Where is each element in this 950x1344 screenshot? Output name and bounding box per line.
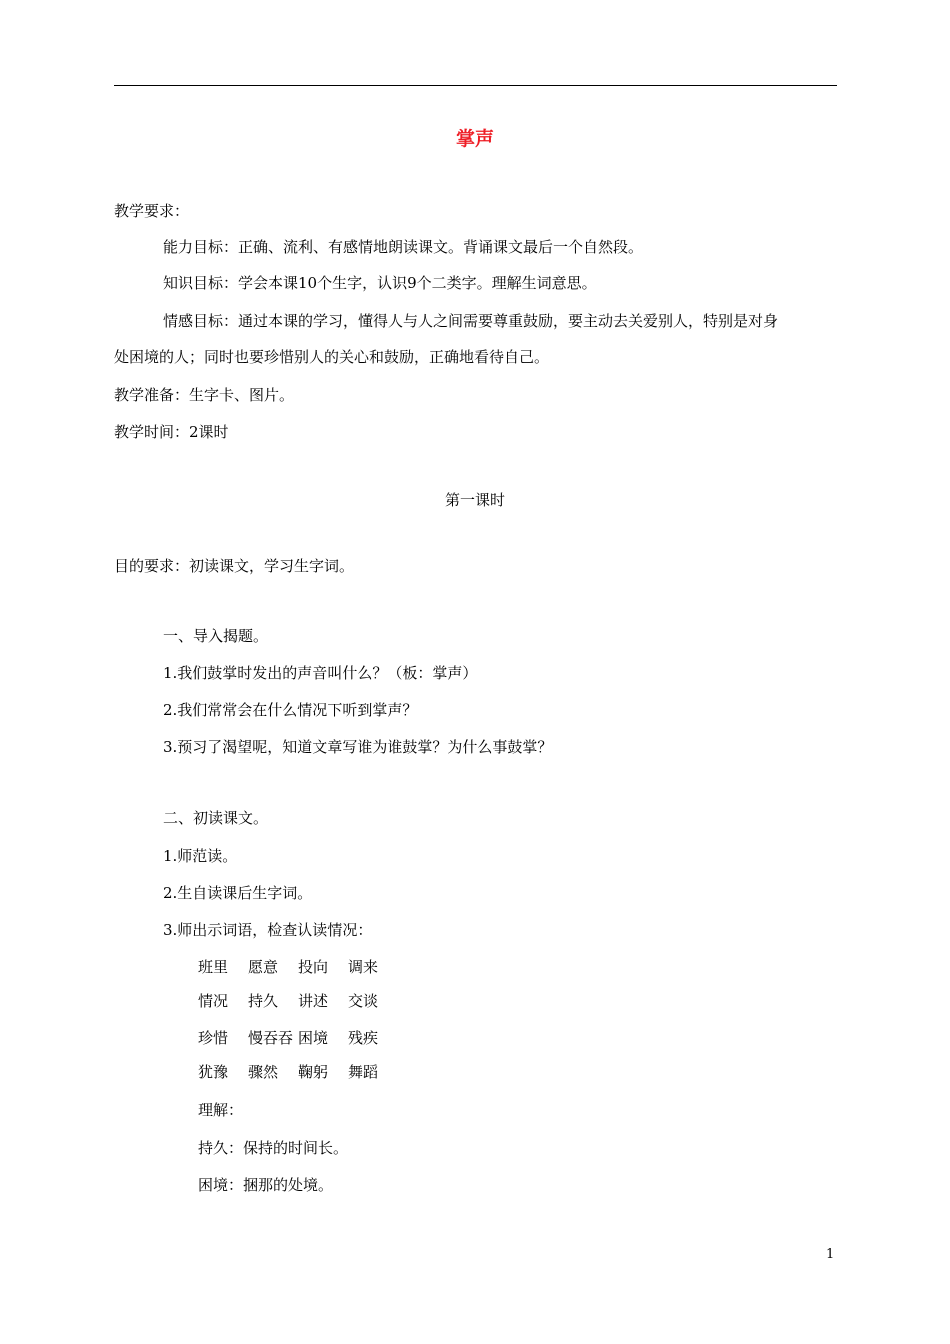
definition-item: 困境：捆那的处境。 — [198, 1176, 334, 1194]
knowledge-goal: 知识目标：学会本课10个生字，认识9个二类字。理解生词意思。 — [163, 274, 597, 292]
header-rule — [114, 85, 837, 86]
vocab-word: 情况 — [198, 992, 229, 1010]
section1-item: 2.我们常常会在什么情况下听到掌声？ — [163, 701, 418, 719]
vocab-word: 讲述 — [298, 992, 329, 1010]
section1-item: 3.预习了渴望呢，知道文章写谁为谁鼓掌？为什么事鼓掌？ — [163, 738, 553, 756]
vocab-word: 犹豫 — [198, 1063, 229, 1081]
vocab-word: 交谈 — [348, 992, 379, 1010]
lesson-objective: 目的要求：初读课文，学习生字词。 — [114, 557, 355, 575]
section2-item: 1.师范读。 — [163, 847, 238, 865]
lesson-title: 第一课时 — [444, 491, 505, 509]
requirements-heading: 教学要求： — [114, 202, 190, 220]
vocab-row — [198, 1062, 398, 1082]
vocab-word: 持久 — [248, 992, 279, 1010]
vocab-row — [198, 1028, 398, 1048]
teaching-duration: 教学时间：2课时 — [114, 423, 229, 441]
vocab-word: 困境 — [298, 1029, 329, 1047]
vocab-word: 骤然 — [248, 1063, 279, 1081]
page-number: 1 — [826, 1247, 835, 1262]
vocab-word: 班里 — [198, 958, 229, 976]
vocab-word: 鞠躬 — [298, 1063, 329, 1081]
emotion-goal-line1: 情感目标：通过本课的学习，懂得人与人之间需要尊重鼓励，要主动去关爱别人，特别是对身 — [163, 312, 779, 330]
vocab-word: 慢吞吞 — [248, 1029, 294, 1047]
vocab-row — [198, 991, 398, 1011]
vocab-word: 珍惜 — [198, 1029, 229, 1047]
definition-item: 持久：保持的时间长。 — [198, 1139, 349, 1157]
ability-goal: 能力目标：正确、流利、有感情地朗读课文。背诵课文最后一个自然段。 — [163, 238, 644, 256]
vocab-word: 调来 — [348, 958, 379, 976]
emotion-goal-line2: 处困境的人；同时也要珍惜别人的关心和鼓励，正确地看待自己。 — [114, 348, 550, 366]
section1-item: 1.我们鼓掌时发出的声音叫什么？（板：掌声） — [163, 664, 478, 682]
vocab-word: 投向 — [298, 958, 329, 976]
section1-heading: 一、导入揭题。 — [163, 627, 269, 645]
vocab-word: 舞蹈 — [348, 1063, 379, 1081]
document-title: 掌声 — [455, 128, 494, 150]
vocab-word: 残疾 — [348, 1029, 379, 1047]
section2-item: 2.生自读课后生字词。 — [163, 884, 313, 902]
teaching-preparation: 教学准备：生字卡、图片。 — [114, 386, 295, 404]
section2-item: 3.师出示词语，检查认读情况： — [163, 921, 373, 939]
understanding-heading: 理解： — [198, 1101, 244, 1119]
vocab-row — [198, 957, 398, 977]
vocab-word: 愿意 — [248, 958, 279, 976]
section2-heading: 二、初读课文。 — [163, 809, 269, 827]
